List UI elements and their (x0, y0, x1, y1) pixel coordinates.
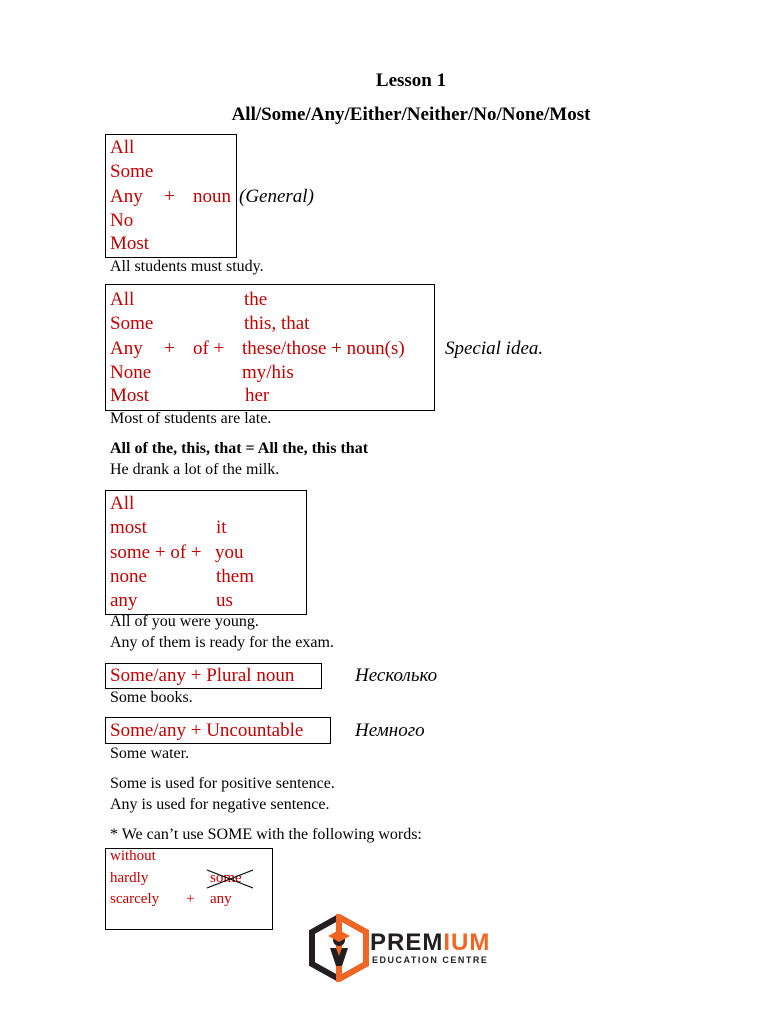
uncountable-rule-text: Some/any + Uncountable (110, 720, 304, 741)
premium-logo (306, 914, 518, 982)
special-right-these-those: these/those + noun(s) (242, 338, 405, 359)
special-left-none: None (110, 362, 152, 383)
example-some-water: Some water. (110, 745, 190, 762)
example-all-students: All students must study. (110, 258, 264, 275)
special-right-the: the (244, 289, 268, 310)
pronoun-right-us: us (216, 590, 233, 611)
page-title: All/Some/Any/Either/Neither/No/None/Most (231, 104, 591, 125)
uncountable-translation: Немного (355, 720, 425, 741)
usage-negative: Any is used for negative sentence. (110, 796, 330, 813)
logo-subtitle: EDUCATION CENTRE (372, 955, 489, 965)
special-right-her: her (245, 385, 270, 406)
special-left-some: Some (110, 313, 154, 334)
general-word-any: Any (110, 186, 143, 207)
pronoun-left-none: none (110, 566, 147, 587)
hexagon-graduate-icon (306, 914, 372, 982)
special-note: Special idea. (445, 338, 544, 359)
plural-rule-text: Some/any + Plural noun (110, 665, 295, 686)
usage-positive: Some is used for positive sentence. (110, 775, 335, 792)
allowed-any: any (210, 891, 232, 907)
pronoun-right-it: it (216, 517, 227, 538)
pronoun-left-most: most (110, 517, 147, 538)
logo-brand (370, 929, 490, 957)
example-milk: He drank a lot of the milk. (110, 461, 280, 478)
example-all-of-you: All of you were young. (110, 613, 259, 630)
pronoun-right-you: you (215, 542, 244, 563)
general-word-all: All (110, 137, 135, 158)
special-right-my-his: my/his (242, 362, 294, 383)
lesson-number: Lesson 1 (375, 70, 447, 91)
example-some-books: Some books. (110, 689, 193, 706)
example-any-of-them: Any of them is ready for the exam. (110, 634, 334, 651)
special-of: of + (193, 338, 225, 359)
special-left-most: Most (110, 385, 150, 406)
special-left-all: All (110, 289, 135, 310)
general-note: (General) (239, 186, 314, 207)
special-plus: + (164, 338, 175, 359)
logo-brand-prem: PREM (370, 929, 444, 956)
logo-brand-ium: IUM (443, 929, 491, 956)
rule-all-of-the: All of the, this, that = All the, this that (110, 440, 369, 457)
restricted-word-scarcely: scarcely (110, 891, 160, 907)
restricted-plus: + (186, 891, 195, 907)
special-right-this-that: this, that (244, 313, 310, 334)
crossed-some: some (210, 870, 242, 886)
example-most-students: Most of students are late. (110, 410, 272, 427)
strike-through-mark (205, 868, 255, 892)
note-cant-use-some: * We can’t use SOME with the following words: (110, 826, 422, 843)
general-word-most: Most (110, 233, 150, 254)
pronoun-left-all: All (110, 493, 135, 514)
special-left-any: Any (110, 338, 143, 359)
general-word-some: Some (110, 161, 154, 182)
pronoun-right-them: them (216, 566, 254, 587)
general-noun: noun (193, 186, 231, 207)
general-plus: + (164, 186, 175, 207)
general-word-no: No (110, 210, 134, 231)
pronoun-left-any: any (110, 590, 138, 611)
pronoun-left-some-of: some + of + (110, 542, 202, 563)
plural-translation: Несколько (355, 665, 438, 686)
restricted-word-hardly: hardly (110, 870, 149, 886)
restricted-word-without: without (110, 848, 156, 864)
